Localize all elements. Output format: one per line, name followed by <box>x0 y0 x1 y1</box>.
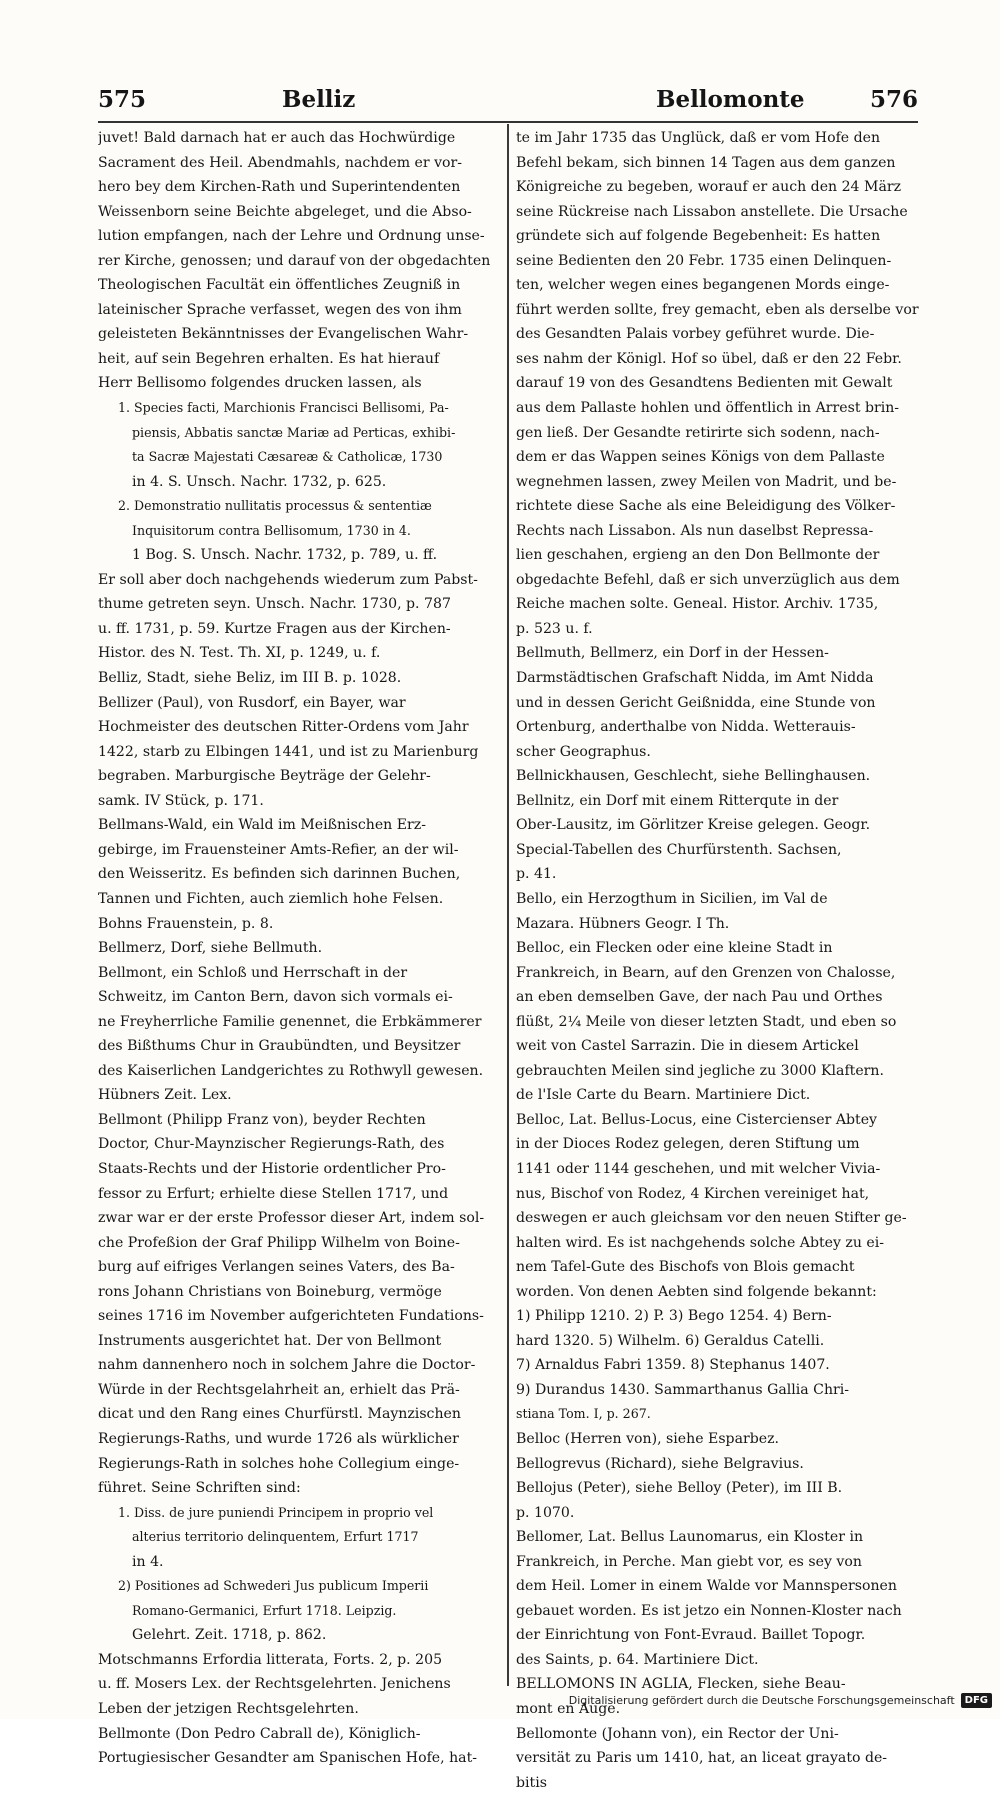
text-line: Leben der jetzigen Rechtsgelehrten. <box>98 1701 359 1717</box>
text-line: Bello, ein Herzogthum in Sicilien, im Val de <box>516 890 828 907</box>
text-line: begraben. Marburgische Beyträge der Gelehr- <box>98 768 431 785</box>
text-line: geleisteten Bekänntnisses der Evangelischen Wahr- <box>98 326 469 343</box>
text-line: in 4. <box>132 1553 164 1570</box>
text-line: Frankreich, in Bearn, auf den Grenzen von Chalosse, <box>516 964 896 981</box>
running-title-left: Belliz <box>282 86 356 113</box>
text-line: Gelehrt. Zeit. 1718, p. 862. <box>132 1627 327 1644</box>
page-header <box>98 86 918 116</box>
text-line: Königreiche zu begeben, worauf er auch den 24 März <box>516 179 902 196</box>
text-line: nahm dannenhero noch in solchem Jahre die Doctor- <box>98 1357 476 1374</box>
text-line: seine Bedienten den 20 Febr. 1735 einen Delinquen- <box>516 252 892 269</box>
right-column <box>516 126 920 1795</box>
text-line: richtete diese Sache als eine Beleidigung des Völker- <box>516 498 896 515</box>
text-line: des Bißthums Chur in Graubündten, und Beysitzer <box>98 1038 461 1055</box>
text-line: Würde in der Rechtsgelahrheit an, erhielt das Prä- <box>98 1381 460 1398</box>
text-line: und in dessen Gericht Geißnidda, eine Stunde von <box>516 694 876 711</box>
text-line: Bellojus (Peter), siehe Belloy (Peter), im III B. <box>516 1480 843 1497</box>
text-line: Herr Bellisomo folgendes drucken lassen, als <box>98 375 422 392</box>
text-line: darauf 19 von des Gesandtens Bedienten mit Gewalt <box>516 375 893 392</box>
text-line: halten wird. Es ist nachgehends solche Abtey zu ei- <box>516 1234 885 1251</box>
text-line: BELLOMONS IN AGLIA, Flecken, siehe Beau- <box>516 1676 846 1693</box>
text-line: piensis, Abbatis sanctæ Mariæ ad Perticas, exhibi- <box>132 424 456 440</box>
text-line: nus, Bischof von Rodez, 4 Kirchen vereiniget hat, <box>516 1185 870 1202</box>
left-column <box>98 126 502 1771</box>
text-line: führt werden sollte, frey gemacht, eben als derselbe vor <box>516 301 919 318</box>
text-line: Bellmans-Wald, ein Wald im Meißnischen Erz- <box>98 817 426 834</box>
text-line: Instruments ausgerichtet hat. Der von Bellmont <box>98 1332 442 1349</box>
text-line: Rechts nach Lissabon. Als nun daselbst Repressa- <box>516 522 874 539</box>
text-line: hard 1320. 5) Wilhelm. 6) Geraldus Catelli. <box>516 1332 825 1349</box>
text-line: Doctor, Chur-Maynzischer Regierungs-Rath, des <box>98 1136 445 1153</box>
text-line: hero bey dem Kirchen-Rath und Superintendenten <box>98 179 461 196</box>
text-line: Reiche machen solte. Geneal. Histor. Archiv. 1735, <box>516 596 879 613</box>
text-line: des Kaiserlichen Landgerichtes zu Rothwyll gewesen. <box>98 1062 484 1079</box>
text-line: che Profeßion der Graf Philipp Wilhelm von Boine- <box>98 1234 460 1251</box>
text-line: den Weisseritz. Es befinden sich darinnen Buchen, <box>98 866 461 883</box>
text-line: lution empfangen, nach der Lehre und Ordnung unse- <box>98 228 485 245</box>
text-line: in der Dioces Rodez gelegen, deren Stiftung um <box>516 1136 860 1153</box>
text-line: gebrauchten Meilen sind jegliche zu 3000 Klaftern. <box>516 1062 884 1079</box>
text-line: Regierungs-Raths, und wurde 1726 als würklicher <box>98 1430 459 1447</box>
text-line: an eben demselben Gave, der nach Pau und Orthes <box>516 989 883 1006</box>
text-line: Motschmanns Erfordia litterata, Forts. 2, p. 205 <box>98 1651 443 1668</box>
text-line: Bellmuth, Bellmerz, ein Dorf in der Hessen- <box>516 645 829 662</box>
text-line: juvet! Bald darnach hat er auch das Hochwürdige <box>98 130 456 146</box>
text-line: Bellmont, ein Schloß und Herrschaft in der <box>98 964 408 981</box>
text-line: gen ließ. Der Gesandte retirirte sich sodenn, nach- <box>516 424 880 441</box>
running-title-right: Bellomonte <box>656 86 805 113</box>
text-line: der Einrichtung von Font-Evraud. Baillet Topogr. <box>516 1627 866 1644</box>
text-line: weit von Castel Sarrazin. Die in diesem Artickel <box>516 1038 859 1055</box>
text-line: dem er das Wappen seines Königs von dem Pallaste <box>516 449 885 466</box>
text-line: Regierungs-Rath in solches hohe Collegium einge- <box>98 1455 460 1472</box>
text-line: Bellnickhausen, Geschlecht, siehe Bellinghausen. <box>516 768 871 785</box>
text-line: Bellnitz, ein Dorf mit einem Ritterqute in der <box>516 792 839 809</box>
text-line: thume getreten seyn. Unsch. Nachr. 1730, p. 787 <box>98 596 451 613</box>
text-line: Darmstädtischen Grafschaft Nidda, im Amt Nidda <box>516 670 874 687</box>
text-line: Belliz, Stadt, siehe Beliz, im III B. p. 1028. <box>98 670 402 687</box>
text-line: Belloc, Lat. Bellus-Locus, eine Cistercienser Abtey <box>516 1111 878 1128</box>
text-line: Tannen und Fichten, auch ziemlich hohe Felsen. <box>98 890 444 907</box>
text-line: ses nahm der Königl. Hof so übel, daß er den 22 Febr. <box>516 350 902 367</box>
page-number-right: 576 <box>869 86 918 113</box>
text-line: mont en Auge. <box>516 1701 621 1717</box>
text-line: samk. IV Stück, p. 171. <box>98 792 264 809</box>
text-line: 1 Bog. S. Unsch. Nachr. 1732, p. 789, u. ff. <box>132 547 438 564</box>
text-line: Schweitz, im Canton Bern, davon sich vormals ei- <box>98 989 453 1006</box>
text-line: p. 1070. <box>516 1504 575 1521</box>
text-line: p. 41. <box>516 866 557 883</box>
text-line: u. ff. Mosers Lex. der Rechtsgelehrten. Jenichens <box>98 1676 451 1693</box>
text-line: flüßt, 2¼ Meile von dieser letzten Stadt, und eben so <box>516 1013 897 1030</box>
text-line: Frankreich, in Perche. Man giebt vor, es sey von <box>516 1553 862 1570</box>
text-line: Bellogrevus (Richard), siehe Belgravius. <box>516 1455 804 1472</box>
text-line: Hochmeister des deutschen Ritter-Ordens vom Jahr <box>98 719 469 736</box>
text-line: 7) Arnaldus Fabri 1359. 8) Stephanus 1407. <box>516 1357 830 1374</box>
text-line: dem Heil. Lomer in einem Walde vor Mannspersonen <box>516 1578 897 1595</box>
text-line: 9) Durandus 1430. Sammarthanus Gallia Chri- <box>516 1381 850 1398</box>
text-line: zwar war er der erste Professor dieser Art, indem sol- <box>98 1210 485 1227</box>
text-line: lateinischer Sprache verfasset, wegen des von ihm <box>98 301 462 318</box>
text-line: de l'Isle Carte du Bearn. Martiniere Dict. <box>516 1087 811 1104</box>
text-line: obgedachte Befehl, daß er sich unverzüglich aus dem <box>516 571 900 588</box>
text-line: scher Geographus. <box>516 743 651 760</box>
text-line: 1141 oder 1144 geschehen, und mit welcher Vivia- <box>516 1160 881 1177</box>
text-line: 1422, starb zu Elbingen 1441, und ist zu Marienburg <box>98 743 479 760</box>
text-line: Staats-Rechts und der Historie ordentlicher Pro- <box>98 1160 446 1177</box>
text-line: des Saints, p. 64. Martiniere Dict. <box>516 1651 759 1668</box>
text-line: 1. Diss. de jure puniendi Principem in proprio vel <box>118 1504 434 1520</box>
text-line: Bohns Frauenstein, p. 8. <box>98 915 274 932</box>
text-line: deswegen er auch gleichsam vor den neuen Stifter ge- <box>516 1210 907 1227</box>
text-line: führet. Seine Schriften sind: <box>98 1480 301 1497</box>
text-line: Bellmonte (Don Pedro Cabrall de), Königlich- <box>98 1725 421 1742</box>
text-line: alterius territorio delinquentem, Erfurt 1717 <box>132 1529 419 1545</box>
text-line: 2) Positiones ad Schwederi Jus publicum Imperii <box>118 1578 429 1594</box>
text-line: Histor. des N. Test. Th. XI, p. 1249, u. f. <box>98 645 381 662</box>
text-line: Bellomer, Lat. Bellus Launomarus, ein Kloster in <box>516 1529 864 1546</box>
text-line: burg auf eifriges Verlangen seines Vaters, des Ba- <box>98 1259 455 1276</box>
text-line: dicat und den Rang eines Churfürstl. Maynzischen <box>98 1406 461 1423</box>
text-line: versität zu Paris um 1410, hat, an liceat grayato de- <box>516 1750 888 1767</box>
page-number-left: 575 <box>98 86 147 113</box>
text-line: Ortenburg, anderthalbe von Nidda. Wetterauis- <box>516 719 856 736</box>
text-line: stiana Tom. I, p. 267. <box>516 1406 651 1422</box>
text-line: gebauet worden. Es ist jetzo ein Nonnen-Kloster nach <box>516 1602 902 1619</box>
text-line: Portugiesischer Gesandter am Spanischen Hofe, hat- <box>98 1750 478 1767</box>
text-line: aus dem Pallaste hohlen und öffentlich in Arrest brin- <box>516 400 900 417</box>
text-line: Bellmont (Philipp Franz von), beyder Rechten <box>98 1111 426 1128</box>
text-line: te im Jahr 1735 das Unglück, daß er vom Hofe den <box>516 130 881 146</box>
text-line: gründete sich auf folgende Begebenheit: Es hatten <box>516 228 881 245</box>
text-line: worden. Von denen Aebten sind folgende bekannt: <box>516 1283 877 1300</box>
text-line: 1. Species facti, Marchionis Francisci Bellisomi, Pa- <box>118 400 449 416</box>
dfg-logo: DFG <box>961 1693 992 1708</box>
text-line: 1) Philipp 1210. 2) P. 3) Bego 1254. 4) Bern- <box>516 1308 832 1325</box>
text-line: Bellomonte (Johann von), ein Rector der Uni- <box>516 1725 839 1742</box>
text-line: fessor zu Erfurt; erhielte diese Stellen 1717, und <box>98 1185 449 1202</box>
text-line: lien geschahen, ergieng an den Don Bellmonte der <box>516 547 880 564</box>
text-line: rer Kirche, genossen; und darauf von der obgedachten <box>98 252 491 269</box>
text-line: Er soll aber doch nachgehends wiederum zum Pabst- <box>98 571 478 588</box>
text-line: Theologischen Facultät ein öffentliches Zeugniß in <box>98 277 461 294</box>
column-divider <box>507 124 509 1686</box>
text-line: in 4. S. Unsch. Nachr. 1732, p. 625. <box>132 473 387 490</box>
text-line: gebirge, im Frauensteiner Amts-Refier, an der wil- <box>98 841 459 858</box>
text-line: heit, auf sein Begehren erhalten. Es hat hierauf <box>98 350 440 367</box>
text-line: ne Freyherrliche Familie genennet, die Erbkämmerer <box>98 1013 482 1030</box>
text-line: des Gesandten Palais vorbey geführet wurde. Die- <box>516 326 875 343</box>
text-line: bitis <box>516 1774 547 1791</box>
text-line: nem Tafel-Gute des Bischofs von Blois gemacht <box>516 1259 855 1276</box>
text-line: Bellmerz, Dorf, siehe Bellmuth. <box>98 940 323 957</box>
text-line: p. 523 u. f. <box>516 620 593 637</box>
text-line: Belloc (Herren von), siehe Esparbez. <box>516 1430 779 1447</box>
text-line: wegnehmen lassen, zwey Meilen von Madrit, und be- <box>516 473 897 490</box>
text-line: Befehl bekam, sich binnen 14 Tagen aus dem ganzen <box>516 154 896 171</box>
text-line: Sacrament des Heil. Abendmahls, nachdem er vor- <box>98 154 463 171</box>
text-line: Romano-Germanici, Erfurt 1718. Leipzig. <box>132 1602 397 1618</box>
text-line: Hübners Zeit. Lex. <box>98 1087 232 1104</box>
text-line: u. ff. 1731, p. 59. Kurtze Fragen aus der Kirchen- <box>98 620 451 637</box>
credit-text: Digitalisierung gefördert durch die Deutsche Forschungsgemeinschaft <box>568 1693 955 1707</box>
text-line: ta Sacræ Majestati Cæsareæ & Catholicæ, 1730 <box>132 449 443 465</box>
text-line: rons Johann Christians von Boineburg, vermöge <box>98 1283 442 1300</box>
text-line: seines 1716 im November aufgerichteten Fundations- <box>98 1308 484 1325</box>
text-line: seine Rückreise nach Lissabon anstellete. Die Ursache <box>516 203 908 220</box>
text-line: Ober-Lausitz, im Görlitzer Kreise gelegen. Geogr. <box>516 817 871 834</box>
text-line: 2. Demonstratio nullitatis processus & sententiæ <box>118 498 432 514</box>
text-line: Weissenborn seine Beichte abgeleget, und die Abso- <box>98 203 472 220</box>
header-rule <box>98 121 918 123</box>
text-line: ten, welcher wegen eines begangenen Mords einge- <box>516 277 890 294</box>
text-line: Inquisitorum contra Bellisomum, 1730 in 4. <box>132 522 411 538</box>
text-line: Special-Tabellen des Churfürstenth. Sachsen, <box>516 841 842 858</box>
text-line: Mazara. Hübners Geogr. I Th. <box>516 915 730 932</box>
digitization-credit <box>569 1689 992 1711</box>
text-line: Bellizer (Paul), von Rusdorf, ein Bayer, war <box>98 694 406 711</box>
text-line: Belloc, ein Flecken oder eine kleine Stadt in <box>516 940 833 957</box>
